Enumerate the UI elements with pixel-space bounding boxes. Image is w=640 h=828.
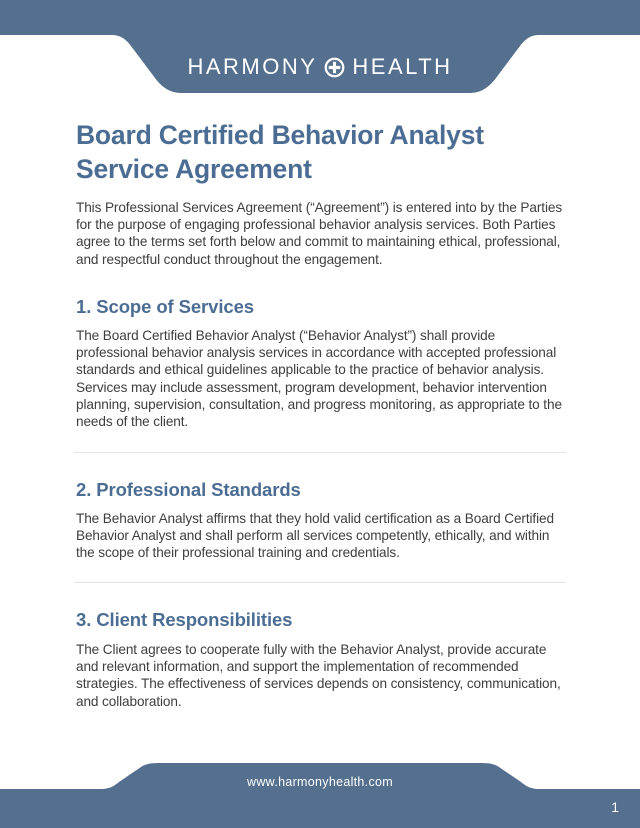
footer-banner — [0, 763, 640, 828]
brand-logo-left-text: HARMONY — [187, 54, 318, 79]
section-1-heading: 1. Scope of Services — [76, 296, 254, 317]
brand-logo — [0, 54, 640, 80]
brand-logo-right-text: HEALTH — [352, 54, 453, 79]
intro-paragraph: This Professional Services Agreement (“Agreement”) is entered into by the Parties for the purpose of engaging professional behavior analysis services. Both Parties agree to the terms set forth below and commit to maintaining ethical, professional, and respectful conduct throughout the engagement. — [76, 200, 563, 267]
header-banner — [0, 0, 640, 100]
section-2-heading: 2. Professional Standards — [76, 479, 301, 500]
section-2-body: The Behavior Analyst affirms that they hold valid certification as a Board Certified Behavior Analyst and shall perform all services competently, ethically, and within the scope of their professional training and credentials. — [76, 511, 554, 561]
section-1-body: The Board Certified Behavior Analyst (“Behavior Analyst”) shall provide professional behavior analysis services in accordance with accepted professional standards and ethical guidelines applicable to the practice of behavior analysis. Services may include assessment, program development, behavior intervention planning, supervision, consultation, and progress monitoring, as appropriate to the needs of the client. — [76, 328, 562, 430]
section-3-body: The Client agrees to cooperate fully with the Behavior Analyst, provide accurate and relevant information, and support the implementation of recommended strategies. The effectiveness of services depends on consistency, communication, and collaboration. — [76, 642, 561, 709]
section-divider — [74, 452, 566, 453]
plus-circle-icon — [324, 57, 345, 78]
footer-website-link[interactable]: www.harmonyhealth.com — [247, 775, 393, 789]
section-3-heading: 3. Client Responsibilities — [76, 609, 293, 630]
page-number: 1 — [611, 799, 619, 815]
section-divider — [74, 582, 566, 583]
document-title: Board Certified Behavior Analyst Service Agreement — [76, 120, 484, 184]
